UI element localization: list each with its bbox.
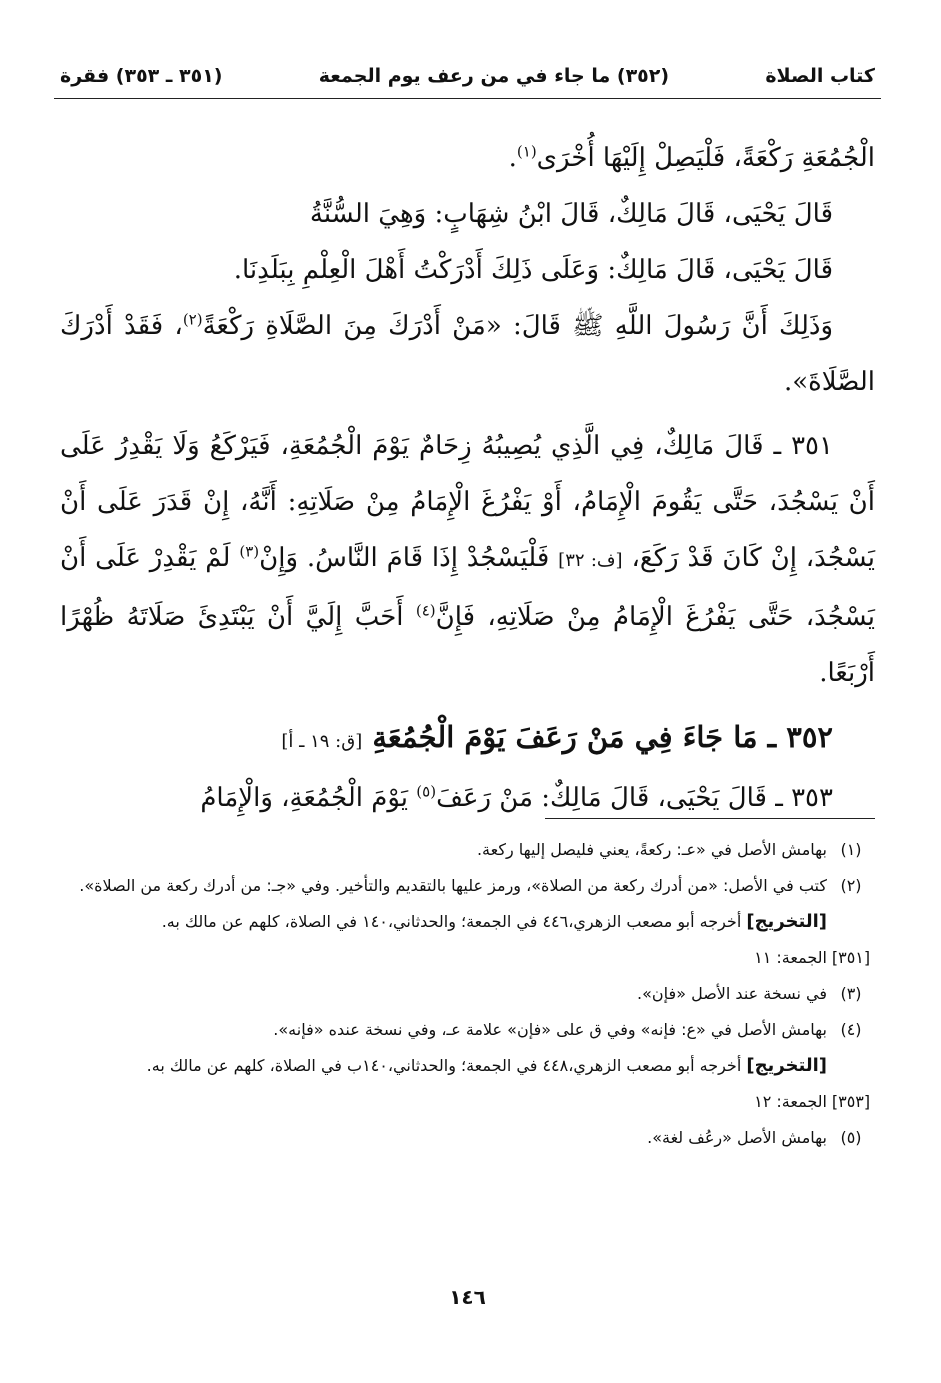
footnote-3 bbox=[60, 976, 875, 1012]
footnotes bbox=[60, 832, 875, 1156]
main-text bbox=[60, 130, 875, 826]
footnote-rule bbox=[545, 818, 875, 819]
chapter-title: (٣٥٢) ما جاء في من رعف يوم الجمعة bbox=[318, 65, 670, 87]
text-span: ٣٥٣ ـ قَالَ يَحْيَى، قَالَ مَالِكٌ: مَنْ رَعَفَ bbox=[436, 783, 833, 813]
paragraph-yahya-1: قَالَ يَحْيَى، قَالَ مَالِكٌ، قَالَ ابْنُ شِهَابٍ: وَهِيَ السُّنَّةُ bbox=[309, 199, 833, 229]
text-span: يَوْمَ الْجُمُعَةِ، وَالْإِمَامُ bbox=[200, 783, 409, 813]
footnote-1 bbox=[60, 832, 875, 868]
page-marker: [ف: ٣٢] bbox=[558, 550, 623, 571]
reference-351 bbox=[60, 940, 875, 976]
paragraph-hadith bbox=[60, 298, 875, 410]
footnote-number: (٢) bbox=[840, 876, 862, 895]
footnote-4 bbox=[60, 1012, 875, 1048]
running-header bbox=[60, 58, 875, 94]
paragraph-range: (٣٥١ ـ ٣٥٣) فقرة bbox=[60, 65, 223, 87]
reference-number: [٣٥١] bbox=[831, 948, 871, 967]
text-span: لَمْ يَقْدِرْ عَلَى أَنْ يَسْجُدَ، حَتَّى يَفْرُغَ الْإِمَامُ مِنْ صَلَاتِهِ، فَإِنَّ bbox=[60, 543, 875, 632]
takhrij-text: أخرجه أبو مصعب الزهري،٤٤٨ في الجمعة؛ والحدثاني،١٤٠ب في الصلاة، كلهم عن مالك به. bbox=[146, 1056, 742, 1075]
page-number: ١٤٦ bbox=[449, 1285, 486, 1309]
footnote-number: (٤) bbox=[840, 1020, 862, 1039]
takhrij-text: أخرجه أبو مصعب الزهري،٤٤٦ في الجمعة؛ والحدثاني،١٤٠ في الصلاة، كلهم عن مالك به. bbox=[161, 912, 742, 931]
footnote-number: (٣) bbox=[840, 984, 862, 1003]
footnote-ref-3[interactable]: (٣) bbox=[239, 542, 260, 561]
text-span: ، فَقَدْ أَدْرَكَ الصَّلَاةَ». bbox=[60, 311, 875, 397]
footnote-number: (٥) bbox=[840, 1128, 862, 1147]
reference-353 bbox=[60, 1084, 875, 1120]
text-span: وَذَلِكَ أَنَّ رَسُولَ اللَّهِ ﷺ قَالَ: «مَنْ أَدْرَكَ مِنَ الصَّلَاةِ رَكْعَةً bbox=[202, 311, 834, 341]
page-marker: [ق: ١٩ ـ أ] bbox=[281, 731, 363, 752]
reference-number: [٣٥٣] bbox=[831, 1092, 871, 1111]
footnote-number: (١) bbox=[840, 840, 862, 859]
text-span: ٣٥١ ـ قَالَ مَالِكٌ، فِي الَّذِي يُصِيبُهُ زِحَامٌ يَوْمَ الْجُمُعَةِ، فَيَرْكَعُ وَلَا يَقْدِرُ عَلَى أَنْ يَسْجُدَ، حَتَّى يَقُومَ الْإِمَامُ، أَوْ يَفْرُغَ الْإِمَامُ مِنْ صَلَاتِهِ: أَنَّهُ، إِنْ قَدَرَ عَلَى أَنْ يَسْجُدَ، إِنْ كَانَ قَدْ رَكَعَ، bbox=[60, 431, 876, 573]
reference-text: الجمعة: ١١ bbox=[754, 948, 827, 967]
paragraph-351 bbox=[60, 418, 875, 701]
section-heading-352 bbox=[60, 709, 875, 770]
footnote-ref-4[interactable]: (٤) bbox=[415, 601, 436, 620]
text-span: . bbox=[508, 143, 517, 173]
book-title: كتاب الصلاة bbox=[765, 65, 875, 87]
takhrij-label: [التخريج] bbox=[746, 911, 827, 932]
takhrij-label: [التخريج] bbox=[746, 1055, 827, 1076]
book-page bbox=[60, 0, 875, 1383]
footnote-text: بهامش الأصل في «ع: فإنه» وفي ق على «فإن» علامة عـ، وفي نسخة عنده «فإنه». bbox=[273, 1020, 827, 1039]
takhrij-note bbox=[60, 904, 875, 940]
footnote-ref-2[interactable]: (٢) bbox=[182, 310, 203, 329]
section-title: ٣٥٢ ـ مَا جَاءَ فِي مَنْ رَعَفَ يَوْمَ الْجُمُعَةِ bbox=[372, 720, 833, 754]
text-span: فَلْيَسْجُدْ إِذَا قَامَ النَّاسُ. وَإِنْ bbox=[259, 543, 550, 573]
paragraph-continuation bbox=[60, 130, 875, 186]
footnote-2 bbox=[60, 868, 875, 904]
reference-text: الجمعة: ١٢ bbox=[754, 1092, 827, 1111]
footnote-5 bbox=[60, 1120, 875, 1156]
footnote-ref-1[interactable]: (١) bbox=[516, 142, 537, 161]
footnote-text: في نسخة عند الأصل «فإن». bbox=[637, 984, 827, 1003]
paragraph-yahya-2: قَالَ يَحْيَى، قَالَ مَالِكٌ: وَعَلَى ذَلِكَ أَدْرَكْتُ أَهْلَ الْعِلْمِ بِبَلَدِنَا. bbox=[233, 255, 833, 285]
takhrij-note bbox=[60, 1048, 875, 1084]
footnote-text: كتب في الأصل: «من أدرك ركعة من الصلاة»، ورمز عليها بالتقديم والتأخير. وفي «جـ: من أدرك ركعة من الصلاة». bbox=[79, 876, 827, 895]
text-span: أَحَبَّ إِلَيَّ أَنْ يَبْتَدِئَ صَلَاتَهُ ظُهْرًا أَرْبَعًا. bbox=[60, 602, 875, 688]
footnote-text: بهامش الأصل في «عـ: ركعةً، يعني فليصل إليها ركعة. bbox=[476, 840, 827, 859]
footnote-ref-5[interactable]: (٥) bbox=[416, 782, 437, 801]
footnote-text: بهامش الأصل «رعُف لغة». bbox=[647, 1128, 827, 1147]
text-span: الْجُمُعَةِ رَكْعَةً، فَلْيَصِلْ إِلَيْهَا أُخْرَى bbox=[536, 143, 875, 173]
header-rule bbox=[54, 98, 881, 99]
